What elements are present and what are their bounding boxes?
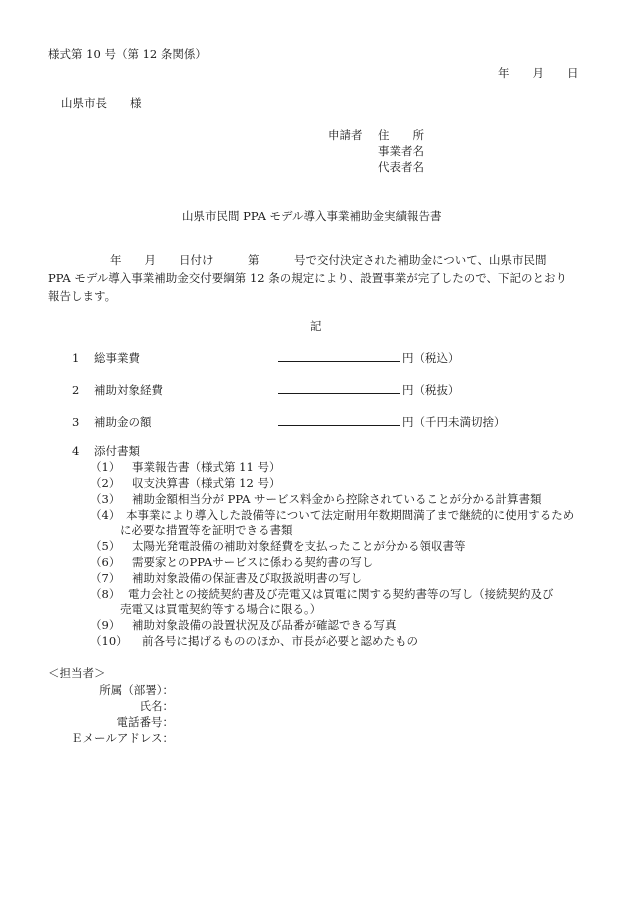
attachment-item [90,492,542,506]
amount-num: 2 [72,383,80,397]
attachment-item [90,460,280,474]
addressee: 山県市長 様 [61,96,142,110]
attachment-number: （7） [90,571,121,585]
ki-heading: 記 [310,319,322,333]
attachment-text: 事業報告書（様式第 11 号） [132,460,281,474]
body-line-3: 報告します。 [48,289,117,303]
attachments-heading [72,444,140,458]
amount-num: 3 [72,415,80,429]
body-paragraph [48,251,588,305]
amount-blank-line [278,349,400,362]
attachment-text: 補助対象設備の設置状況及び品番が確認できる写真 [132,618,397,632]
contact-heading: ＜担当者＞ [48,666,106,680]
attachment-text: 太陽光発電設備の補助対象経費を支払ったことが分かる領収書等 [132,539,466,553]
attachment-item [90,476,280,490]
attachment-number: （2） [90,476,121,490]
amount-label: 補助金の額 [94,415,152,429]
amount-num: 1 [72,351,80,365]
applicant-label: 申請者 [328,128,363,142]
applicant-business-label: 事業者名 [378,144,424,158]
attachment-text: 本事業により導入した設備等について法定耐用年数期間満了まで継続的に使用するため [126,508,575,522]
attachment-number: （5） [90,539,121,553]
amount-row-eligible [72,381,460,398]
attachment-item [90,587,554,601]
attachment-item [90,618,397,632]
attachment-text: 補助金額相当分が PPA サービス料金から控除されていることが分かる計算書類 [132,492,542,506]
contact-phone-label: 電話番号： [116,715,174,729]
amount-label: 総事業費 [94,351,140,365]
attachment-item-continuation: 売電又は買電契約等する場合に限る。） [120,602,322,616]
amount-blank-line [278,413,400,426]
page-title: 山県市民間 PPA モデル導入事業補助金実績報告書 [182,209,442,223]
applicant-representative-label: 代表者名 [378,160,424,174]
attachment-text: 補助対象設備の保証書及び取扱説明書の写し [132,571,362,585]
amount-unit: 円（税込） [402,351,460,365]
form-number: 様式第 10 号（第 12 条関係） [48,47,207,61]
date-line: 年 月 日 [498,66,579,80]
contact-department-label: 所属（部署）： [99,683,174,697]
attachment-text: 電力会社との接続契約書及び売電又は買電に関する契約書等の写し（接続契約及び [128,587,554,601]
contact-name-label: 氏名： [139,699,174,713]
attachment-item [90,508,574,522]
attachment-number: （6） [90,555,121,569]
attachment-item [90,555,373,569]
amount-row-total [72,349,460,366]
amount-label: 補助対象経費 [94,383,163,397]
attachment-number: （8） [90,587,121,601]
applicant-address-label: 住 所 [378,128,424,142]
attachment-number: （4） [90,508,121,522]
attachment-number: （10） [90,634,128,648]
body-line-1: 年 月 日付け 第 号で交付決定された補助金について、山県市民間 [110,253,547,267]
attachment-item-continuation: に必要な措置等を証明できる書類 [120,523,293,537]
attachments-heading-num: 4 [72,444,80,458]
attachments-heading-label: 添付書類 [94,444,140,458]
attachment-text: 需要家とのPPAサービスに係わる契約書の写し [132,555,374,569]
attachment-number: （9） [90,618,121,632]
amount-row-subsidy [72,413,506,430]
attachment-number: （3） [90,492,121,506]
attachment-text: 収支決算書（様式第 12 号） [132,476,281,490]
attachment-number: （1） [90,460,121,474]
contact-email-label: Ｅメールアドレス： [71,731,174,745]
amount-unit: 円（税抜） [402,383,460,397]
amount-unit: 円（千円未満切捨） [402,415,506,429]
attachment-item [90,634,418,648]
attachment-item [90,571,362,585]
body-line-2: PPA モデル導入事業補助金交付要綱第 12 条の規定により、設置事業が完了したので、下記のとおり [48,271,568,285]
attachment-item [90,539,466,553]
attachment-text: 前各号に掲げるもののほか、市長が必要と認めたもの [142,634,418,648]
amount-blank-line [278,381,400,394]
